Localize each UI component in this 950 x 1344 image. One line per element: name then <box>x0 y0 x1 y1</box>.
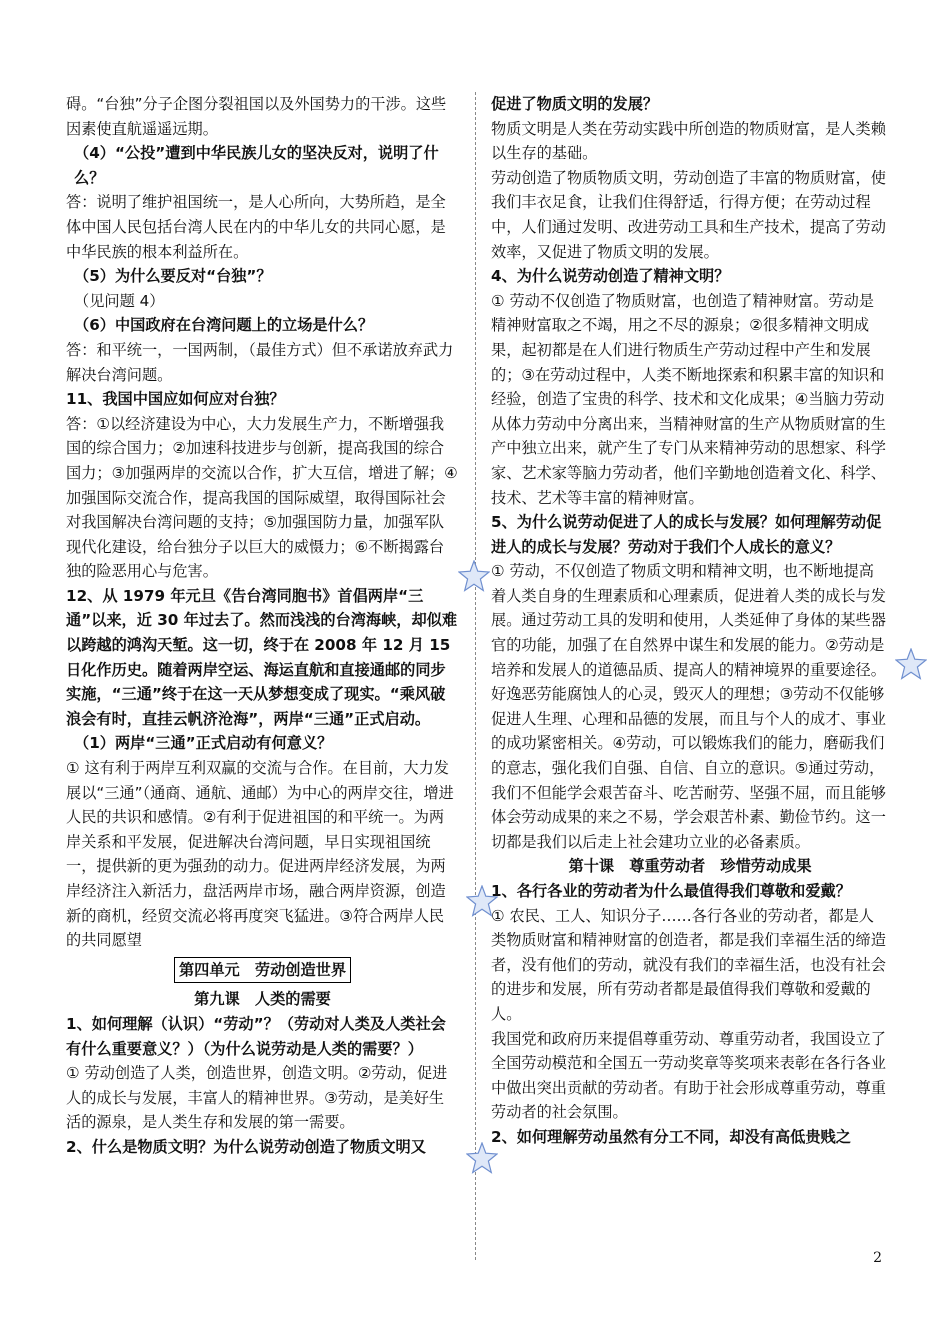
question-heading: 1、如何理解（认识）“劳动”？（劳动对人类及人类社会有什么重要意义？）（为什么说劳动是人类的需要？） <box>66 1014 446 1058</box>
answer-paragraph: ① 劳动不仅创造了物质财富，也创造了精神财富。劳动是精神财富取之不竭，用之不尽的源泉；②很多精神文明成果，起初都是在人们进行物质生产劳动过程中产生和发展的；③在劳动过程中，人类不断地探索和积累丰富的知识和经验，创造了宝贵的科学、技术和文化成果；④当脑力劳动从体力劳动中分离出来，当精神财富的生产从物质财富的生产中独立出来，就产生了专门从来精神劳动的思想家、科学家、艺术家等脑力劳动者，他们辛勤地创造着文化、科学、技术、艺术等丰富的精神财富。 <box>491 291 886 507</box>
left-column <box>66 92 459 1160</box>
answer-paragraph: ① 劳动，不仅创造了物质文明和精神文明，也不断地提高着人类自身的生理素质和心理素质，促进着人类的成长与发展。通过劳动工具的发明和使用，人类延伸了身体的某些器官的功能，加强了在自然界中谋生和发展的能力。②劳动是培养和发展人的道德品质、提高人的精神境界的重要途径。好逸恶劳能腐蚀人的心灵，毁灭人的理想；③劳动不仅能够促进人生理、心理和品德的发展，而且与个人的成才、事业的成功紧密相关。④劳动，可以锻炼我们的能力，磨砺我们的意志，强化我们自强、自信、自立的意识。⑤通过劳动，我们不但能学会艰苦奋斗、吃苦耐劳、坚强不屈，而且能够体会劳动成果的来之不易，学会艰苦朴素、勤俭节约。这一切都是我们以后走上社会建功立业的必备素质。 <box>491 562 886 851</box>
question-heading: （4）“公投”遭到中华民族儿女的坚决反对，说明了什么？ <box>74 144 439 187</box>
question-heading: 5、为什么说劳动促进了人的成长与发展？如何理解劳动促进人的成长与发展？劳动对于我们个人成长的意义？ <box>491 513 882 556</box>
question-heading: 促进了物质文明的发展？ <box>491 95 659 113</box>
star-decoration-icon <box>466 1142 498 1174</box>
page-number: 2 <box>873 1250 882 1266</box>
column-divider <box>475 92 476 1260</box>
unit-title: 第四单元 劳动创造世界 <box>174 957 351 984</box>
answer-paragraph: （见问题 4） <box>74 291 165 310</box>
question-heading: 1、各行各业的劳动者为什么最值得我们尊敬和爱戴？ <box>491 882 851 900</box>
star-decoration-icon <box>466 885 498 917</box>
answer-paragraph: 碍。“台独”分子企图分裂祖国以及外国势力的干涉。这些因素使直航遥遥远期。 <box>66 95 447 138</box>
question-heading: 2、什么是物质文明？为什么说劳动创造了物质文明又 <box>66 1137 426 1156</box>
answer-paragraph: 物质文明是人类在劳动实践中所创造的物质财富，是人类赖以生存的基础。 <box>491 119 886 163</box>
answer-paragraph: 答：①以经济建设为中心，大力发展生产力，不断增强我国的综合国力；②加速科技进步与创新，提高我国的综合国力；③加强两岸的交流以合作，扩大互信，增进了解；④加强国际交流合作，提高我国的国际威望，取得国际社会对我国解决台湾问题的支持；⑤加强国防力量，加强军队现代化建设，给台独分子以巨大的威慑力；⑥不断揭露台独的险恶用心与危害。 <box>66 414 458 581</box>
unit-heading <box>66 957 459 984</box>
answer-paragraph: 答：说明了维护祖国统一，是人心所向，大势所趋，是全体中国人民包括台湾人民在内的中华儿女的共同心愿，是中华民族的根本利益所在。 <box>66 193 446 261</box>
question-heading: （6）中国政府在台湾问题上的立场是什么？ <box>74 316 374 335</box>
question-heading: （5）为什么要反对“台独”？ <box>74 267 272 286</box>
answer-paragraph: ① 这有利于两岸互利双赢的交流与合作。在目前，大力发展以“三通”（通商、通航、通邮）为中心的两岸交往，增进人民的共识和感情。②有利于促进祖国的和平统一。为两岸关系和平发展，促进解决台湾问题，早日实现祖国统一，提供新的更为强劲的动力。促进两岸经济发展，为两岸经济注入新活力，盘活两岸市场，融合两岸资源，创造新的商机，经贸交流必将再度突飞猛进。③符合两岸人民的共同愿望 <box>66 759 454 950</box>
answer-paragraph: ① 农民、工人、知识分子……各行各业的劳动者，都是人类物质财富和精神财富的创造者，都是我们幸福生活的缔造者，没有他们的劳动，就没有我们的幸福生活，也没有社会的进步和发展，所有劳动者都是最值得我们尊敬和爱戴的人。 <box>491 906 886 1023</box>
right-column <box>491 92 889 1150</box>
question-heading: （1）两岸“三通”正式启动有何意义？ <box>74 734 333 753</box>
answer-paragraph: 劳动创造了物质物质文明，劳动创造了丰富的物质财富，使我们丰衣足食，让我们住得舒适，行得方便；在劳动过程中，人们通过发明、改进劳动工具和生产技术，提高了劳动效率，又促进了物质文明的发展。 <box>491 168 886 261</box>
question-heading: 4、为什么说劳动创造了精神文明？ <box>491 267 730 286</box>
lesson-title: 第十课 尊重劳动者 珍惜劳动成果 <box>568 857 812 876</box>
answer-paragraph: 我国党和政府历来提倡尊重劳动、尊重劳动者，我国设立了全国劳动模范和全国五一劳动奖章等奖项来表彰在各行各业中做出突出贡献的劳动者。有助于社会形成尊重劳动，尊重劳动者的社会氛围。 <box>491 1029 886 1122</box>
question-heading: 11、我国中国应如何应对台独？ <box>66 390 285 409</box>
question-heading: 12、从 1979 年元旦《告台湾同胞书》首倡两岸“三通”以来，近 30 年过去了。然而浅浅的台湾海峡，却似难以跨越的鸿沟天堑。这一切，终于在 2008 年 12 月 15 日化作历史。随着两岸空运、海运直航和直接通邮的同步实施，“三通”终于在这一天从梦想变成了现实。“乘风破浪会有时，直挂云帆济沧海”，两岸“三通”正式启动。 <box>66 586 458 728</box>
lesson-title: 第九课 人类的需要 <box>194 990 331 1009</box>
answer-paragraph: 答：和平统一，一国两制，（最佳方式）但不承诺放弃武力解决台湾问题。 <box>66 340 454 384</box>
question-heading: 2、如何理解劳动虽然有分工不同，却没有高低贵贱之 <box>491 1127 851 1146</box>
star-decoration-icon <box>458 560 490 592</box>
star-decoration-icon <box>895 648 927 680</box>
answer-paragraph: ① 劳动创造了人类，创造世界，创造文明。②劳动，促进人的成长与发展，丰富人的精神世界。③劳动，是美好生活的源泉，是人类生存和发展的第一需要。 <box>66 1064 448 1132</box>
